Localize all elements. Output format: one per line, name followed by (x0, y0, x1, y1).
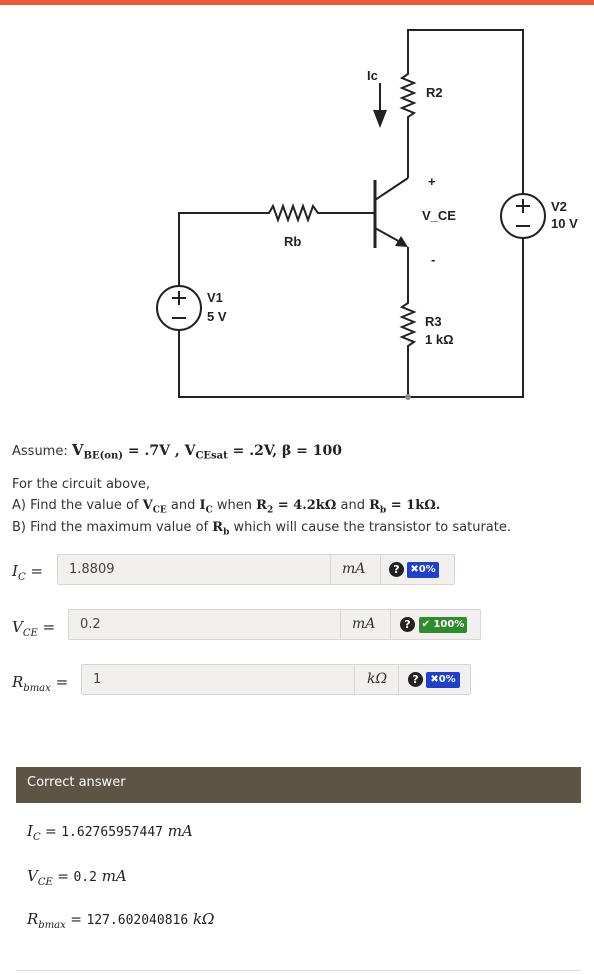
rb-label: Rb (284, 234, 302, 249)
vce-unit: mA (352, 616, 376, 632)
rbmax-input-label: $R_{bmax}$ = (12, 673, 69, 694)
v1-name-label: V1 (207, 290, 223, 305)
ground-junction (405, 394, 411, 400)
vce-answer-value[interactable]: 0.2 (80, 617, 101, 632)
rbmax-answer-field[interactable] (81, 664, 471, 695)
ic-arrow-head (373, 110, 387, 128)
v2-value-label: 10 V (551, 216, 578, 231)
r3-resistor (402, 296, 414, 397)
ic-result-badge: ✖0% (407, 562, 439, 578)
circuit-diagram (0, 0, 594, 410)
vce-minus-label: - (431, 252, 436, 267)
v2-name-label: V2 (551, 199, 567, 214)
rbmax-unit: kΩ (367, 671, 388, 687)
vce-plus-label: + (428, 174, 436, 189)
correct-answer-title: Correct answer (27, 775, 126, 790)
correct-answer-ic: $I_C = 1.62765957447$ mA (27, 822, 193, 843)
rb-resistor (262, 206, 323, 220)
vce-input-label: $V_{CE}$ = (12, 618, 56, 639)
part-b-text: B) Find the maximum value of $R_b$ which will cause the transistor to saturate. (12, 520, 511, 538)
r2-label: R2 (426, 85, 443, 100)
vce-label: V_CE (422, 208, 456, 223)
r3-name-label: R3 (425, 314, 442, 329)
wire-top-right (408, 30, 523, 195)
ic-answer-field[interactable] (57, 554, 455, 585)
emitter-arrow (395, 236, 408, 247)
ic-help-icon[interactable]: ? (389, 562, 404, 577)
v1-value-label: 5 V (207, 309, 227, 324)
correct-answer-rbmax: $R_{bmax} = 127.602040816$ kΩ (27, 910, 215, 931)
transistor-emitter (375, 228, 402, 243)
ic-input-label: $I_C$ = (12, 562, 43, 583)
rbmax-help-icon[interactable]: ? (408, 672, 423, 687)
assumption-text: Assume: $V_{BE(on)} = .7V$ , $V_{CEsat} = .2V$, β = 100 (12, 441, 343, 462)
vce-answer-field[interactable] (68, 609, 481, 640)
r3-value-label: 1 kΩ (425, 332, 454, 347)
rbmax-result-badge: ✖0% (426, 672, 460, 688)
rbmax-answer-value[interactable]: 1 (93, 672, 102, 687)
correct-answer-header (16, 767, 581, 803)
part-a-text: A) Find the value of $V_{CE}$ and $I_C$ when $R_2 = 4.2k\Omega$ and $R_b = 1k\Omega$. (12, 498, 441, 516)
correct-answer-vce: $V_{CE} = 0.2$ mA (27, 867, 127, 888)
transistor-collector (375, 178, 408, 200)
ic-answer-value[interactable]: 1.8809 (69, 562, 115, 577)
r2-resistor (402, 64, 414, 158)
vce-result-badge: ✔ 100% (419, 617, 467, 633)
bottom-divider (16, 970, 581, 971)
ic-unit: mA (342, 561, 366, 577)
wire-bottom-left (179, 330, 408, 397)
intro-text: For the circuit above, (12, 477, 150, 492)
vce-help-icon[interactable]: ? (400, 617, 415, 632)
ic-label: Ic (367, 68, 378, 83)
wire-left-up (179, 213, 262, 287)
